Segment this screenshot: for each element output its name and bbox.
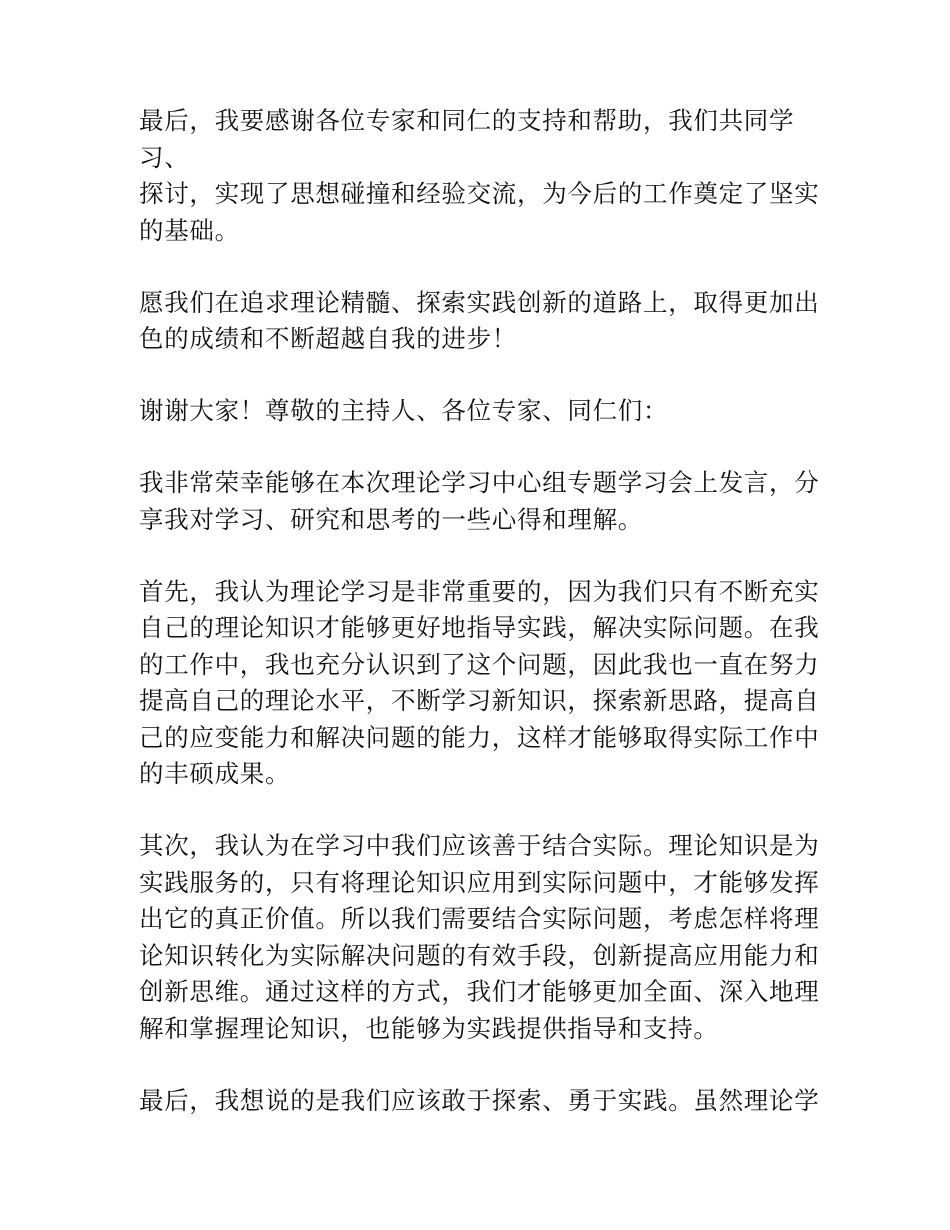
text-line: 首先，我认为理论学习是非常重要的，因为我们只有不断充实: [139, 576, 820, 606]
text-line: 色的成绩和不断超越自我的进步！: [139, 324, 517, 353]
text-line: 出它的真正价值。所以我们需要结合实际问题，考虑怎样将理: [139, 904, 820, 933]
paragraph-intro: [139, 465, 829, 538]
paragraph-second: [139, 828, 829, 1047]
text-line: 愿我们在追求理论精髓、探索实践创新的道路上，取得更加出: [139, 287, 820, 317]
text-line: 我非常荣幸能够在本次理论学习中心组专题学习会上发言，分: [139, 468, 820, 497]
text-line: 实践服务的，只有将理论知识应用到实际问题中，才能够发挥: [139, 867, 820, 897]
text-line: 探讨，实现了思想碰撞和经验交流，为今后的工作奠定了坚实: [139, 179, 820, 208]
text-line: 提高自己的理论水平，不断学习新知识，探索新思路，提高自: [139, 686, 820, 715]
paragraph-wish: [139, 285, 829, 358]
text-line: 谢谢大家！尊敬的主持人、各位专家、同仁们：: [139, 396, 669, 425]
text-line: 的工作中，我也充分认识到了这个问题，因此我也一直在努力: [139, 649, 820, 679]
paragraph-last: [139, 1083, 829, 1120]
text-line: 的丰硕成果。: [139, 759, 291, 788]
text-line: 其次，我认为在学习中我们应该善于结合实际。理论知识是为: [139, 831, 820, 860]
text-line: 最后，我想说的是我们应该敢于探索、勇于实践。虽然理论学: [139, 1085, 820, 1115]
document-body: [139, 103, 829, 1155]
text-line: 创新思维。通过这样的方式，我们才能够更加全面、深入地理: [139, 977, 820, 1006]
text-line: 的基础。: [139, 215, 240, 245]
text-line: 己的应变能力和解决问题的能力，这样才能够取得实际工作中: [139, 722, 820, 752]
paragraph-first: [139, 574, 829, 793]
text-line: 最后，我要感谢各位专家和同仁的支持和帮助，我们共同学习、: [139, 106, 795, 172]
text-line: 解和掌握理论知识，也能够为实践提供指导和支持。: [139, 1013, 719, 1043]
text-line: 享我对学习、研究和思考的一些心得和理解。: [139, 504, 643, 534]
paragraph-thanks: [139, 103, 829, 249]
text-line: 论知识转化为实际解决问题的有效手段，创新提高应用能力和: [139, 940, 820, 970]
text-line: 自己的理论知识才能够更好地指导实践，解决实际问题。在我: [139, 613, 820, 642]
paragraph-greeting: [139, 393, 829, 430]
